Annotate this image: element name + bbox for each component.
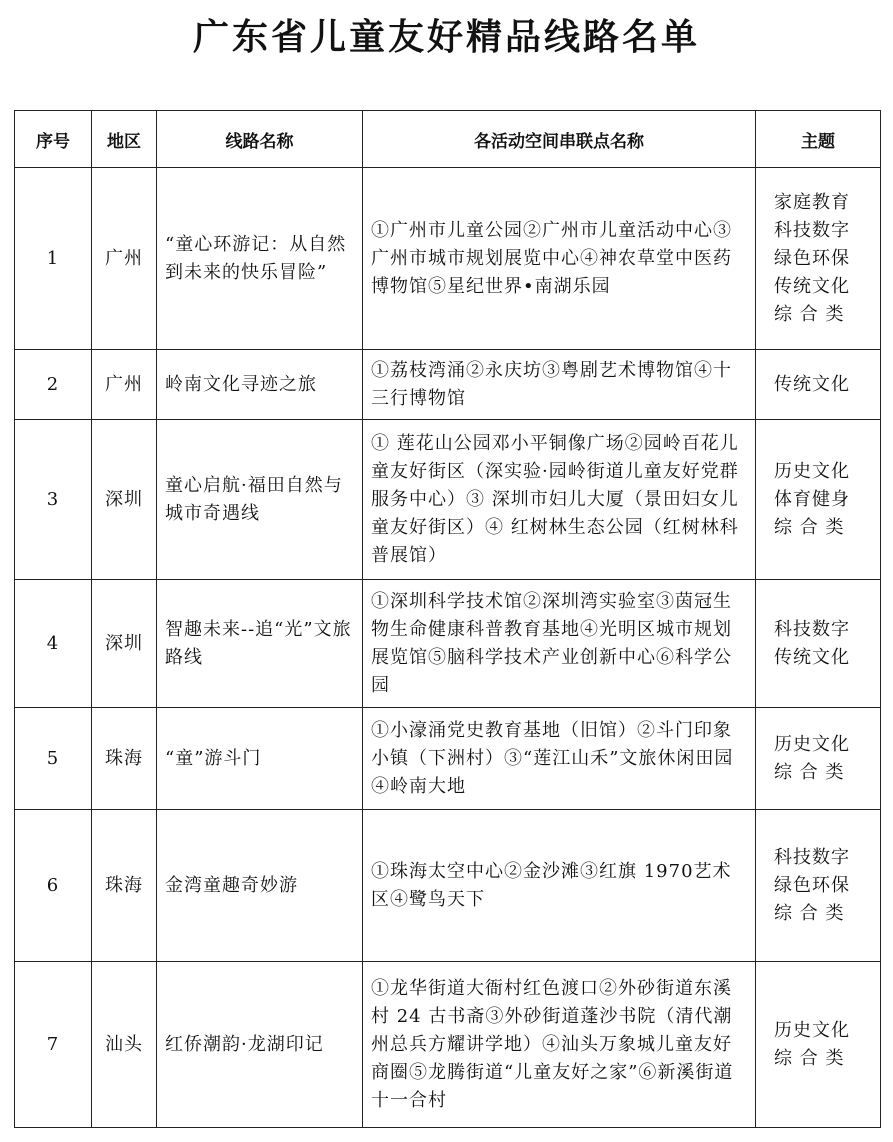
- cell-points: ①小濠涌党史教育基地（旧馆）②斗门印象小镇（下洲村）③“莲江山禾”文旅休闲田园④岭南大地: [363, 708, 756, 810]
- table-row: [15, 168, 881, 350]
- cell-route: 红侨潮韵·龙湖印记: [157, 962, 363, 1128]
- cell-route: 金湾童趣奇妙游: [157, 810, 363, 962]
- theme-tag: 综 合 类: [774, 761, 845, 783]
- cell-points: ① 莲花山公园邓小平铜像广场②园岭百花儿童友好街区（深实验·园岭街道儿童友好党群服务中心）③ 深圳市妇儿大厦（景田妇女儿童友好街区）④ 红树林生态公园（红树林科普展馆）: [363, 420, 756, 580]
- table-row: [15, 962, 881, 1128]
- cell-route: 童心启航·福田自然与城市奇遇线: [157, 420, 363, 580]
- cell-themes: [756, 350, 881, 420]
- cell-route: 智趣未来--追“光”文旅路线: [157, 580, 363, 708]
- cell-seq: 5: [15, 708, 92, 810]
- cell-themes: [756, 708, 881, 810]
- cell-route: 岭南文化寻迹之旅: [157, 350, 363, 420]
- cell-region: 深圳: [92, 580, 157, 708]
- header-region: 地区: [92, 111, 157, 168]
- cell-points: ①龙华街道大衙村红色渡口②外砂街道东溪村 24 古书斋③外砂街道蓬沙书院（清代潮州总兵方耀讲学地）④汕头万象城儿童友好商圈⑤龙腾街道“儿童友好之家”⑥新溪街道十一合村: [363, 962, 756, 1128]
- cell-themes: [756, 420, 881, 580]
- cell-region: 汕头: [92, 962, 157, 1128]
- cell-points: ①珠海太空中心②金沙滩③红旗 1970艺术区④鹭鸟天下: [363, 810, 756, 962]
- theme-tag: 科技数字: [774, 219, 850, 241]
- theme-tag: 科技数字: [774, 846, 850, 868]
- cell-seq: 4: [15, 580, 92, 708]
- table-row: [15, 810, 881, 962]
- header-seq: 序号: [15, 111, 92, 168]
- cell-points: ①荔枝湾涌②永庆坊③粤剧艺术博物馆④十三行博物馆: [363, 350, 756, 420]
- cell-route: “童心环游记：从自然到未来的快乐冒险”: [157, 168, 363, 350]
- theme-tag: 综 合 类: [774, 902, 845, 924]
- theme-tag: 传统文化: [774, 646, 850, 668]
- table-row: [15, 708, 881, 810]
- theme-tag: 绿色环保: [774, 874, 850, 896]
- cell-seq: 6: [15, 810, 92, 962]
- theme-tag: 传统文化: [774, 373, 850, 395]
- cell-seq: 7: [15, 962, 92, 1128]
- theme-tag: 综 合 类: [774, 1047, 845, 1069]
- cell-seq: 3: [15, 420, 92, 580]
- table-row: [15, 420, 881, 580]
- cell-themes: [756, 580, 881, 708]
- cell-themes: [756, 810, 881, 962]
- header-theme: 主题: [756, 111, 881, 168]
- cell-seq: 1: [15, 168, 92, 350]
- header-route: 线路名称: [157, 111, 363, 168]
- theme-tag: 历史文化: [774, 1019, 850, 1041]
- table-row: [15, 350, 881, 420]
- cell-region: 广州: [92, 168, 157, 350]
- cell-themes: [756, 962, 881, 1128]
- theme-tag: 科技数字: [774, 618, 850, 640]
- page-title: 广东省儿童友好精品线路名单: [192, 17, 700, 58]
- table-header-row: [15, 111, 881, 168]
- table-row: [15, 580, 881, 708]
- cell-route: “童”游斗门: [157, 708, 363, 810]
- theme-tag: 综 合 类: [774, 516, 845, 538]
- cell-region: 深圳: [92, 420, 157, 580]
- theme-tag: 历史文化: [774, 460, 850, 482]
- cell-points: ①广州市儿童公园②广州市儿童活动中心③广州市城市规划展览中心④神农草堂中医药博物馆⑤星纪世界•南湖乐园: [363, 168, 756, 350]
- header-points: 各活动空间串联点名称: [363, 111, 756, 168]
- cell-region: 珠海: [92, 810, 157, 962]
- cell-region: 珠海: [92, 708, 157, 810]
- theme-tag: 绿色环保: [774, 247, 850, 269]
- cell-points: ①深圳科学技术馆②深圳湾实验室③茵冠生物生命健康科普教育基地④光明区城市规划展览馆⑤脑科学技术产业创新中心⑥科学公园: [363, 580, 756, 708]
- theme-tag: 体育健身: [774, 488, 850, 510]
- route-table: [14, 110, 881, 1128]
- theme-tag: 综 合 类: [774, 303, 845, 325]
- theme-tag: 传统文化: [774, 275, 850, 297]
- theme-tag: 家庭教育: [774, 191, 850, 213]
- cell-region: 广州: [92, 350, 157, 420]
- cell-seq: 2: [15, 350, 92, 420]
- theme-tag: 历史文化: [774, 733, 850, 755]
- cell-themes: [756, 168, 881, 350]
